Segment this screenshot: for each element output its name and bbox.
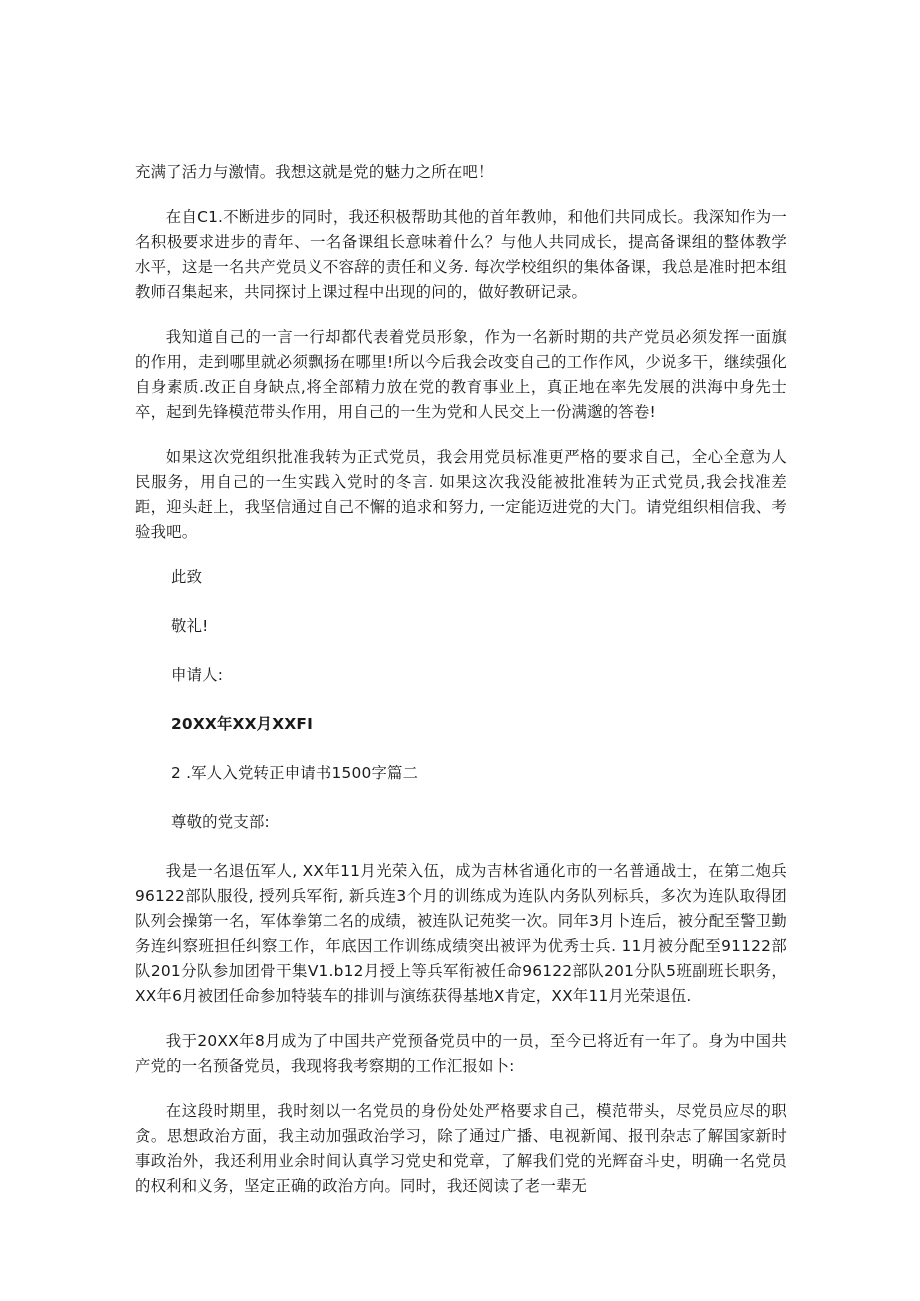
closing-greeting: 此致 [171,568,203,586]
applicant-label: 申请人: [171,666,224,684]
closing-salute: 敬礼! [171,617,209,635]
paragraph-continuation: 充满了活力与激情。我想这就是党的魅力之所在吧！ [135,163,494,181]
paragraph: 在自C1.不断进步的同时，我还积极帮助其他的首年教帅，和他们共同成长。我深知作为一名积极要求进步的青年、一名备课组长意味着什么？与他人共同成长，提高备课组的整体教学水平，这是一名共产党员义不容辞的责任和义务. 每次学校组织的集体备课，我总是准时把本组教师召集起来，共同探讨上课过程中出现的问的，做好教研记录。 [135,208,787,301]
paragraph: 我于20XX年8月成为了中国共产党预备党员中的一员，至今已将近有一年了。身为中国共产党的一名预备党员，我现将我考察期的工作汇报如卜: [135,1032,787,1075]
paragraph: 我知道自己的一言一行却都代表着党员形象，作为一名新时期的共产党员必须发挥一面旗的作用，走到哪里就必须飘扬在哪里!所以今后我会改变自己的工作作风，少说多干，继续强化自身素质.改正自身缺点,将全部精力放在党的教育事业上，真正地在率先发展的洪海中身先士卒，起到先锋模范带头作用，用自己的一生为党和人民交上一份满邈的答卷! [135,328,787,421]
section-heading: 2 .军人入党转正申请书1500字篇二 [171,764,419,782]
paragraph: 在这段时期里，我时刻以一名党员的身份处处严格要求自己，模范带头，尽党员应尽的职贪。思想政治方面，我主动加强政治学习，除了通过广播、电视新闻、报刊杂志了解国家新时事政治外，我还利用业余时间认真学习党史和党章，了解我们党的光辉奋斗史，明确一名党员的权利和义务，坚定正确的政治方向。同时，我还阅读了老一辈无 [135,1102,787,1195]
salutation: 尊敬的党支部: [171,813,270,831]
application-date: 20XX年XX月XXFI [171,715,314,733]
paragraph: 我是一名退伍军人, XX年11月光荣入伍，成为吉林省通化市的一名普通战士，在第二炮兵96122部队服役, 授列兵军衔, 新兵连3个月的训练成为连队内务队列标兵，多次为连队取得团队列会操第一名，军体拳第二名的成绩，被连队记苑奖一次。同年3月卜连后，被分配至警卫勤务连纠察班担任纠察工作，年底因工作训练成绩突出被评为优秀士兵. 11月被分配至91122部队201分队参加团骨干集V1.b12月授上等兵军衔被任命96122部队201分队5班副班长职务，XX年6月被团任命参加特装车的排训与演练获得基地X肯定，XX年11月光荣退伍. [135,862,787,1005]
paragraph: 如果这次党组织批准我转为正式党员，我会用党员标准更严格的要求自己，全心全意为人民服务，用自己的一生实践入党时的冬言. 如果这次我没能被批准转为正式党员,我会找准差距，迎头赶上，我坚信通过自己不懈的追求和努力, 一定能迈进党的大门。请党组织相信我、考验我吧。 [135,448,787,541]
document-body [135,160,787,1219]
